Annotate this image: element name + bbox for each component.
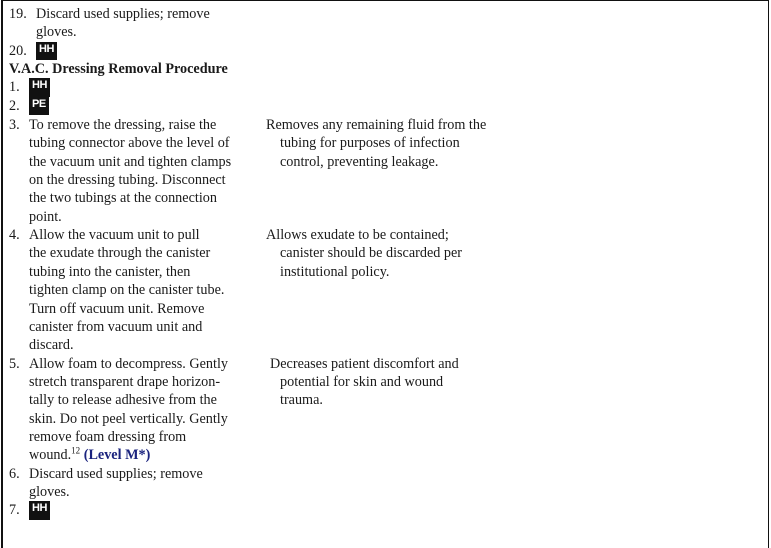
step-text: skin. Do not peel vertically. Gently	[29, 410, 228, 427]
step-text: canister from vacuum unit and	[29, 318, 203, 335]
step-19	[9, 5, 520, 42]
step-text: discard.	[29, 337, 74, 354]
step-number: 1.	[9, 79, 20, 96]
protective-equipment-icon: PE	[29, 97, 49, 115]
rationale-text: Allows exudate to be contained;	[266, 227, 449, 244]
step-text: tubing into the canister, then	[29, 263, 191, 280]
rationale	[266, 116, 516, 226]
step-2	[9, 97, 520, 115]
step-number: 19.	[9, 6, 27, 22]
step-5	[9, 355, 520, 465]
step-number: 3.	[9, 117, 20, 134]
rationale	[266, 355, 520, 465]
rationale-text: canister should be discarded per	[280, 245, 463, 262]
rationale	[266, 226, 516, 354]
rationale-text: potential for skin and wound	[280, 373, 444, 390]
step-number: 6.	[9, 465, 20, 482]
step-text: wound.	[29, 447, 72, 464]
procedure-content	[9, 5, 520, 520]
rationale-text: Decreases patient discomfort and	[270, 355, 459, 372]
step-text: remove foam dressing from	[29, 428, 187, 445]
rationale-text: control, preventing leakage.	[280, 153, 439, 170]
rationale-text: Removes any remaining fluid from the	[266, 117, 487, 134]
step-number: 4.	[9, 227, 20, 244]
step-6	[9, 465, 520, 502]
step-4	[9, 226, 520, 354]
step-text: stretch transparent drape horizon-	[29, 373, 221, 390]
step-text: point.	[29, 208, 62, 225]
step-7	[9, 501, 520, 519]
step-number: 2.	[9, 97, 20, 114]
step-text: gloves.	[29, 483, 70, 500]
step-20	[9, 42, 520, 60]
step-text: the exudate through the canister	[29, 245, 211, 262]
step-number: 5.	[9, 355, 20, 372]
step-text: Discard used supplies; remove	[29, 465, 203, 482]
step-text: Discard used supplies; remove	[36, 6, 210, 22]
step-text: tighten clamp on the canister tube.	[29, 282, 225, 299]
step-number: 7.	[9, 502, 20, 519]
section-heading: V.A.C. Dressing Removal Procedure	[9, 61, 228, 78]
step-text: on the dressing tubing. Disconnect	[29, 172, 226, 189]
hand-hygiene-icon: HH	[29, 501, 50, 519]
step-text: To remove the dressing, raise the	[29, 117, 217, 134]
citation: 12	[71, 445, 81, 456]
step-1	[9, 78, 520, 96]
step-text: the two tubings at the connection	[29, 190, 217, 207]
step-text: gloves.	[36, 24, 77, 41]
rationale-text: institutional policy.	[280, 263, 390, 280]
rationale-text: trauma.	[280, 392, 323, 409]
step-text: Allow the vacuum unit to pull	[29, 227, 200, 244]
rationale-text: tubing for purposes of infection	[280, 135, 460, 152]
step-text: the vacuum unit and tighten clamps	[29, 153, 232, 170]
step-number: 20.	[9, 42, 27, 59]
step-3	[9, 116, 520, 226]
hand-hygiene-icon: HH	[36, 42, 57, 60]
hand-hygiene-icon: HH	[29, 78, 50, 96]
step-text: Allow foam to decompress. Gently	[29, 355, 228, 372]
step-text: Turn off vacuum unit. Remove	[29, 300, 205, 317]
evidence-level: (Level M*)	[83, 447, 151, 464]
step-text: tubing connector above the level of	[29, 135, 230, 152]
step-text: tally to release adhesive from the	[29, 392, 217, 409]
